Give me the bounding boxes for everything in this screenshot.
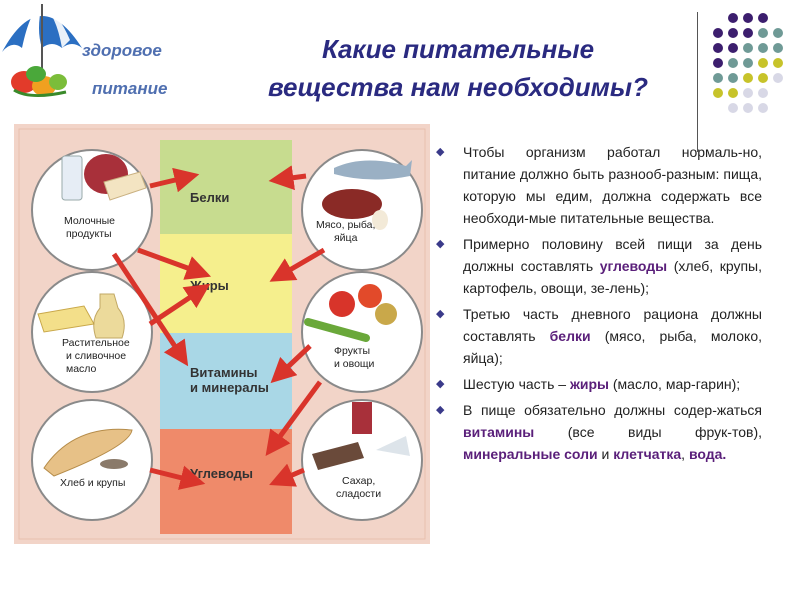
fact-text: (масло, мар-гарин); [608, 376, 741, 392]
logo-text-line1: здоровое [82, 41, 162, 60]
fact-item [436, 303, 762, 369]
decorative-dot [713, 43, 723, 53]
nutrition-diagram [14, 124, 430, 544]
decorative-dot [758, 58, 768, 68]
label-fats: Жиры [190, 278, 229, 293]
fact-text: и [597, 446, 614, 462]
fact-text: (мясо, рыба, молоко, яйца); [463, 328, 762, 366]
decorative-dot [713, 73, 723, 83]
decorative-dot [743, 43, 753, 53]
vegetables-icon [11, 66, 67, 96]
decorative-dot [743, 28, 753, 38]
decorative-dot [713, 88, 723, 98]
decorative-dot [773, 58, 783, 68]
facts-list [436, 141, 762, 469]
fact-text: (все виды фрук-тов), [534, 424, 762, 440]
decorative-dot [713, 58, 723, 68]
food-fruit [302, 272, 422, 392]
food-label-oil-3: масло [66, 363, 97, 375]
decorative-dot [758, 28, 768, 38]
decorative-dot [743, 73, 753, 83]
fact-item [436, 399, 762, 465]
decorative-dot [728, 58, 738, 68]
decorative-dot [728, 88, 738, 98]
food-label-meat-2: яйца [334, 232, 358, 244]
food-oil [32, 272, 152, 392]
label-proteins: Белки [190, 190, 230, 205]
decorative-dot [773, 43, 783, 53]
fact-text: Чтобы организм работал нормаль-но, питание должно быть разнооб-разным: пища, которую мы едим, должна содержать все необходи-мые питательные вещества. [463, 144, 762, 226]
food-label-fruit-1: Фрукты [334, 345, 371, 357]
decorative-dot [728, 73, 738, 83]
decorative-dots [694, 12, 800, 137]
food-label-oil-2: и сливочное [66, 350, 127, 362]
food-label-sweets-1: Сахар, [342, 475, 376, 487]
decorative-dot [758, 43, 768, 53]
keyword: вода. [688, 446, 727, 462]
healthy-eating-logo [0, 0, 90, 105]
food-label-dairy-2: продукты [66, 228, 112, 240]
decorative-dot [743, 103, 753, 113]
fact-text: (хлеб, крупы, картофель, овощи, зе-лень); [463, 258, 762, 296]
fact-item [436, 373, 762, 395]
decorative-dot [758, 103, 768, 113]
keyword: клетчатка [613, 446, 682, 462]
title-line2: вещества нам необходимы? [268, 72, 648, 102]
food-label-oil-1: Растительное [62, 337, 130, 349]
fact-text: Шестую часть – [463, 376, 570, 392]
food-dairy [32, 150, 152, 270]
title-line1: Какие питательные [321, 34, 595, 64]
decorative-dot [773, 73, 783, 83]
decorative-dot [713, 28, 723, 38]
keyword: белки [549, 328, 591, 344]
food-label-bread-1: Хлеб и крупы [60, 477, 126, 489]
decorative-dot [728, 103, 738, 113]
slide-title [218, 30, 698, 106]
fact-item [436, 141, 762, 229]
fact-text: Примерно половину всей пищи за день должны составлять [463, 236, 762, 274]
band-proteins [160, 140, 292, 234]
decorative-dot [758, 88, 768, 98]
food-label-fruit-2: и овощи [334, 358, 375, 370]
fact-item [436, 233, 762, 299]
food-label-sweets-2: сладости [336, 488, 382, 500]
keyword: жиры [569, 376, 609, 392]
fact-text: , [681, 446, 689, 462]
logo-text-line2: питание [92, 79, 168, 98]
decorative-dot [758, 13, 768, 23]
decorative-dot [743, 13, 753, 23]
decorative-dot [728, 28, 738, 38]
keyword: минеральные соли [463, 446, 598, 462]
decorative-dot [728, 13, 738, 23]
food-sweets [302, 400, 422, 520]
decorative-dot [728, 43, 738, 53]
food-label-dairy-1: Молочные [64, 215, 115, 227]
label-vitamins-line1: Витамины [190, 365, 258, 380]
label-carbs: Углеводы [190, 466, 253, 481]
keyword: углеводы [599, 258, 668, 274]
keyword: витамины [463, 424, 535, 440]
decorative-dot [743, 88, 753, 98]
fact-text: В пище обязательно должны содер-жаться [463, 402, 762, 418]
decorative-dot [743, 58, 753, 68]
food-bread [32, 400, 152, 520]
label-vitamins-line2: и минералы [190, 380, 269, 395]
food-label-meat-1: Мясо, рыба, [316, 219, 376, 231]
fact-text: Третью часть дневного рациона должны составлять [463, 306, 762, 344]
decorative-dot [758, 73, 768, 83]
decorative-dot [773, 28, 783, 38]
